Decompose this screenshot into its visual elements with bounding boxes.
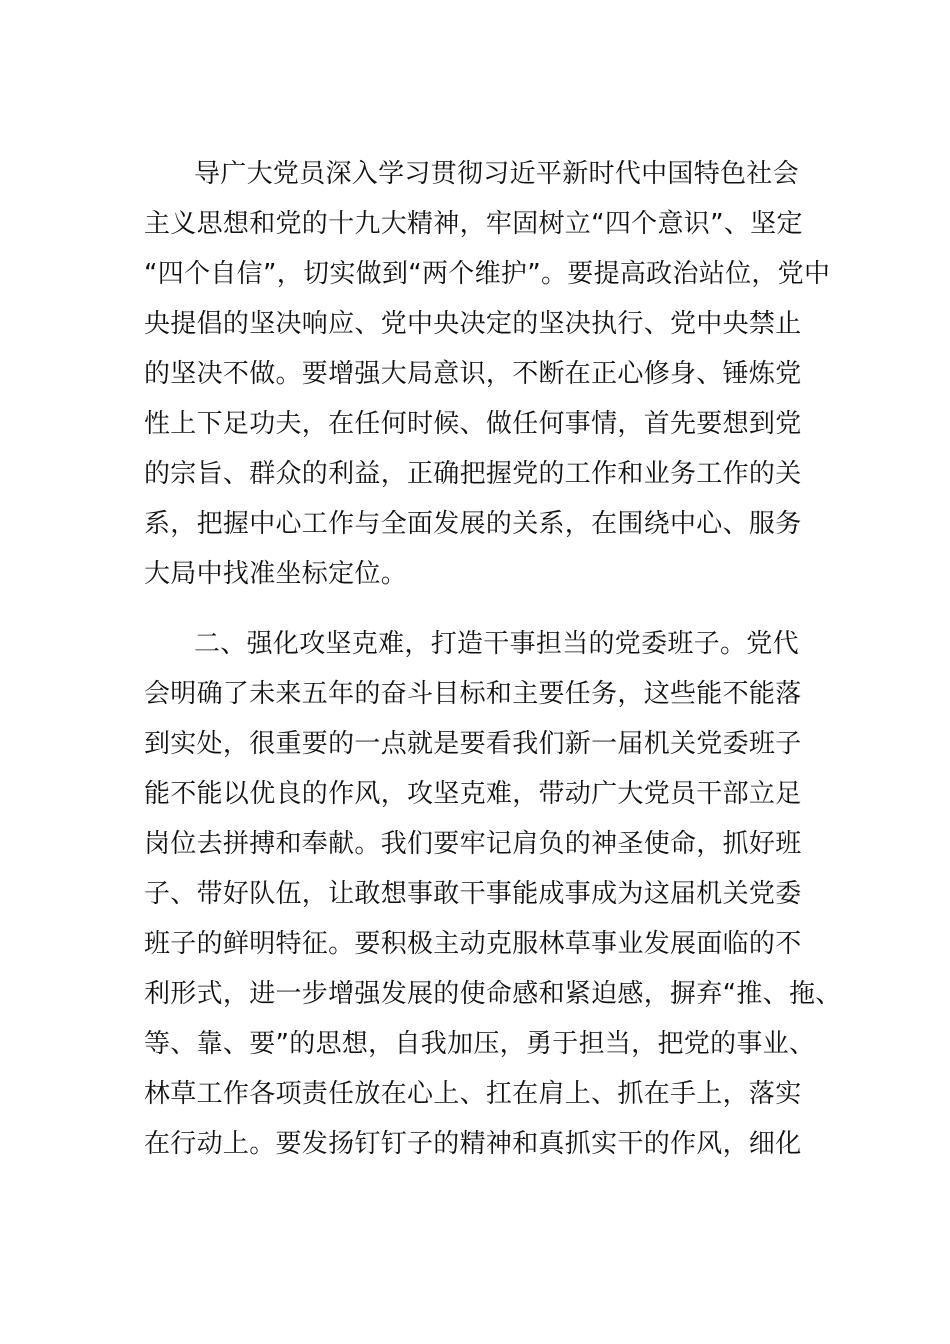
paragraph-line: “四个自信”，切实做到“两个维护”。要提高政治站位，党中 bbox=[144, 259, 831, 289]
paragraph-line: 利形式，进一步增强发展的使命感和紧迫感，摒弃“推、拖、 bbox=[144, 979, 842, 1009]
paragraph-line: 性上下足功夫，在任何时候、做任何事情，首先要想到党 bbox=[144, 409, 802, 439]
paragraph-line: 主义思想和党的十九大精神，牢固树立“四个意识”、坚定 bbox=[144, 209, 803, 239]
paragraph-line: 子、带好队伍，让敢想事敢干事能成事成为这届机关党委 bbox=[144, 879, 802, 909]
paragraph-line: 导广大党员深入学习贯彻习近平新时代中国特色社会 bbox=[194, 159, 799, 189]
paragraph-line: 岗位去拼搏和奉献。我们要牢记肩负的神圣使命，抓好班 bbox=[144, 829, 802, 859]
paragraph-line: 系，把握中心工作与全面发展的关系，在围绕中心、服务 bbox=[144, 509, 802, 539]
paragraph-line: 到实处，很重要的一点就是要看我们新一届机关党委班子 bbox=[144, 729, 802, 759]
paragraph-line: 林草工作各项责任放在心上、扛在肩上、抓在手上，落实 bbox=[144, 1079, 802, 1109]
paragraph-line: 班子的鲜明特征。要积极主动克服林草事业发展面临的不 bbox=[144, 929, 802, 959]
paragraph-line: 会明确了未来五年的奋斗目标和主要任务，这些能不能落 bbox=[144, 679, 802, 709]
paragraph-line: 央提倡的坚决响应、党中央决定的坚决执行、党中央禁止 bbox=[144, 309, 802, 339]
paragraph-line: 等、靠、要”的思想，自我加压，勇于担当，把党的事业、 bbox=[144, 1029, 816, 1059]
paragraph-line: 的宗旨、群众的利益，正确把握党的工作和业务工作的关 bbox=[144, 459, 802, 489]
paragraph-line: 二、强化攻坚克难，打造干事担当的党委班子。党代 bbox=[194, 629, 799, 659]
paragraph-line: 在行动上。要发扬钉钉子的精神和真抓实干的作风，细化 bbox=[144, 1129, 802, 1159]
paragraph-line: 的坚决不做。要增强大局意识，不断在正心修身、锤炼党 bbox=[144, 359, 802, 389]
paragraph-line: 大局中找准坐标定位。 bbox=[144, 559, 408, 589]
paragraph-line: 能不能以优良的作风，攻坚克难，带动广大党员干部立足 bbox=[144, 779, 802, 809]
